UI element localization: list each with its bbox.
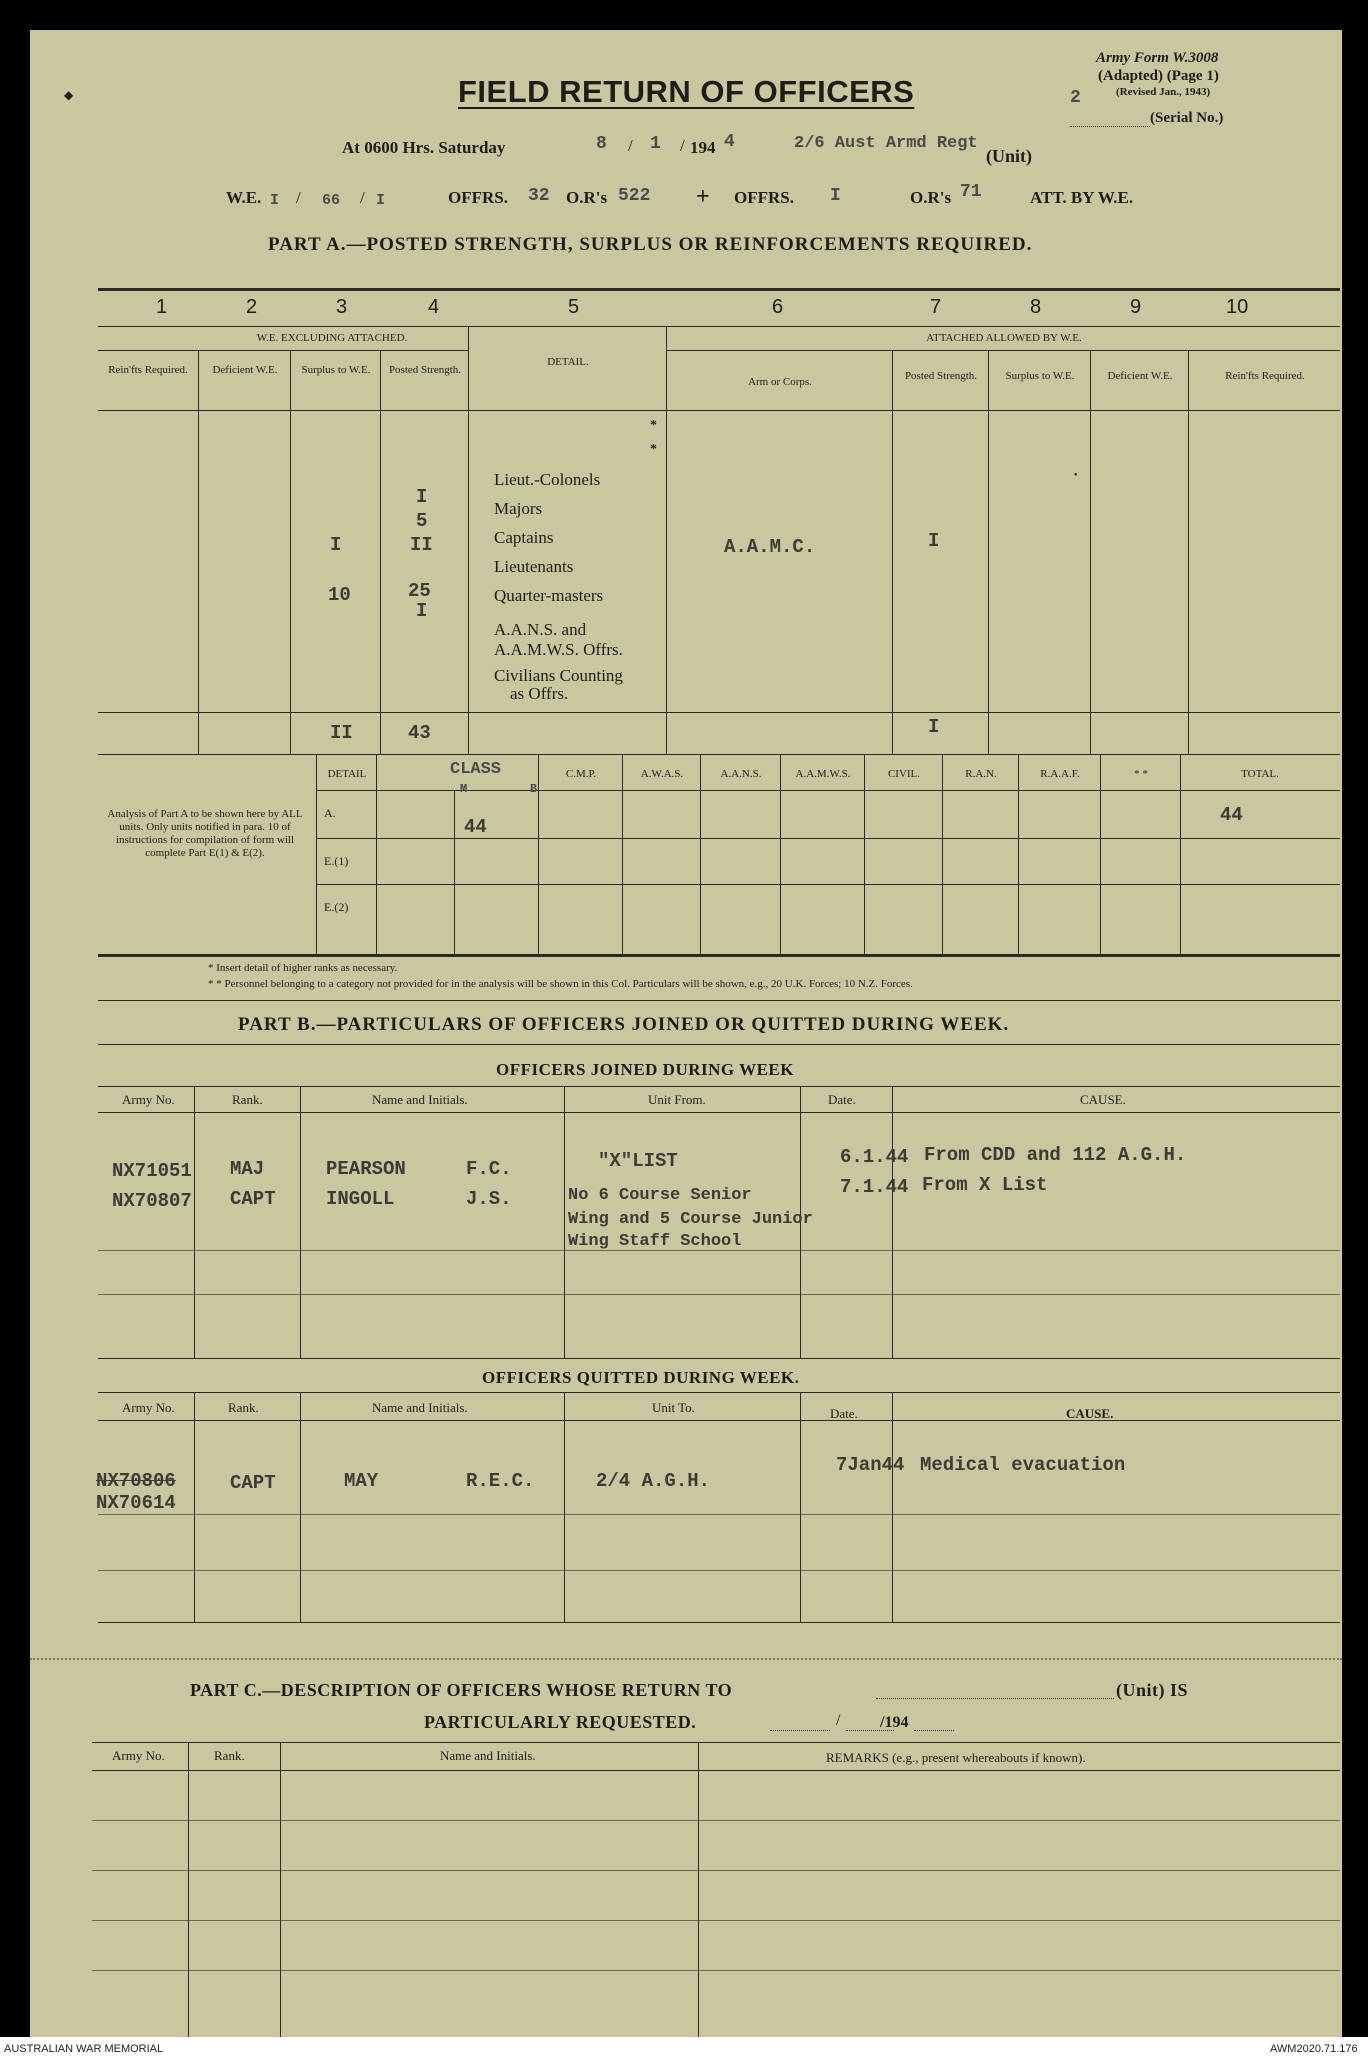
archive-footer [0,2037,1368,2061]
part-c-header-name: Name and Initials. [440,1748,536,1763]
part-c-header-army-no: Army No. [112,1748,165,1763]
col-header-rule [98,410,1340,411]
header-att-reinfts: Rein'fts Required. [1225,370,1305,382]
slash-2: / [680,136,685,155]
quitted-bottom-rule [98,1622,1340,1623]
rank-quarter-masters: Quarter-masters [494,586,604,605]
day-value: 8 [596,134,607,154]
form-number: Army Form W.3008 [1096,50,1219,66]
form-revised: (Revised Jan., 1943) [1116,86,1211,98]
slash-1: / [628,136,633,155]
offrs2-value: I [830,186,841,206]
analysis-left-line [316,754,317,954]
col-line-3 [380,350,381,754]
analysis-header-raaf: R.A.A.F. [1040,768,1080,780]
posted-majors: 5 [416,510,428,532]
part-c-unit-dots [876,1698,1114,1699]
class-sub-m: M [460,782,468,796]
analysis-header-ran: R.A.N. [965,768,997,780]
quitted-col-5 [892,1392,893,1622]
joined-2-cause: From X List [922,1174,1048,1196]
quitted-title: OFFICERS QUITTED DURING WEEK. [482,1368,800,1387]
joined-header-date: Date. [828,1092,856,1107]
totals-bottom-rule [98,754,1340,755]
att-label: ATT. BY W.E. [1030,188,1134,207]
rank-as-offrs: as Offrs. [510,684,569,703]
quitted-header-unit: Unit To. [652,1400,695,1415]
joined-2-unit-3: Wing Staff School [568,1232,742,1251]
analysis-header-aamws: A.A.M.W.S. [795,768,851,780]
part-a-title: PART A.—POSTED STRENGTH, SURPLUS OR REINFORCEMENTS REQUIRED. [268,234,1033,255]
analysis-bottom-rule [98,954,1340,957]
col-numbers-rule [98,326,1340,327]
footnote-1: * Insert detail of higher ranks as necessary. [208,962,398,974]
form-adapted: (Adapted) (Page 1) [1098,68,1219,84]
analysis-col-5 [780,754,781,954]
joined-1-unit: "X"LIST [598,1150,678,1172]
att-group-header: ATTACHED ALLOWED BY W.E. [926,332,1082,344]
part-c-slash: / [836,1712,841,1729]
joined-1-cause: From CDD and 112 A.G.H. [924,1144,1187,1166]
analysis-header-aans: A.A.N.S. [720,768,762,780]
quitted-header-name: Name and Initials. [372,1400,468,1415]
col-line-9 [1188,350,1189,754]
joined-col-3 [564,1086,565,1358]
we-value-1: I [270,192,280,209]
joined-2-date: 7.1.44 [840,1176,909,1198]
joined-1-initials: F.C. [466,1158,512,1180]
analysis-col-2 [538,754,539,954]
quitted-1-initials: R.E.C. [466,1470,535,1492]
joined-header-name: Name and Initials. [372,1092,468,1107]
joined-col-1 [194,1086,195,1358]
joined-1-name: PEARSON [326,1158,406,1180]
total-posted: 43 [408,722,431,744]
joined-bottom-rule [98,1358,1340,1359]
rank-aamws: A.A.M.W.S. Offrs. [494,640,623,659]
posted-ltcol: I [416,486,428,508]
quitted-1-cause: Medical evacuation [920,1454,1126,1476]
header-surplus: Surplus to W.E. [301,364,371,376]
col-line-6 [892,350,893,754]
part-c-row-rule-4 [92,1970,1340,1971]
joined-1-army-no: NX71051 [112,1160,192,1182]
joined-2-unit: No 6 Course Senior [568,1186,752,1205]
col-line-2 [290,350,291,754]
offrs-label: OFFRS. [448,188,508,207]
analysis-col-10 [1180,754,1181,954]
analysis-header-awas: A.W.A.S. [640,768,684,780]
part-c-col-1 [188,1742,189,2040]
footer-left: AUSTRALIAN WAR MEMORIAL [4,2043,164,2055]
part-c-col-2 [280,1742,281,2040]
serial-dots [1070,126,1150,127]
perforation-line [30,1658,1342,1660]
we-group-header: W.E. EXCLUDING ATTACHED. [256,332,408,344]
analysis-row-a-rule [316,838,1340,839]
att-group-rule [666,350,1340,351]
month-value: 1 [650,134,661,154]
quitted-header-rank: Rank. [228,1400,259,1415]
part-c-row-rule-2 [92,1870,1340,1871]
header-posted: Posted Strength. [388,364,462,376]
total-att-posted: I [928,716,940,738]
header-att-deficient: Deficient W.E. [1107,370,1173,382]
header-att-surplus: Surplus to W.E. [1005,370,1075,382]
joined-2-rank: CAPT [230,1188,276,1210]
footnote-2: * * Personnel belonging to a category not provided for in the analysis will be shown in this Col. Particulars will be shown, e.g., 20 U.K. Forces; 10 N.Z. Forces. [208,978,913,990]
quitted-col-2 [300,1392,301,1622]
analysis-header-detail: DETAIL [327,768,367,780]
col-line-8 [1090,350,1091,754]
col-line-1 [198,350,199,754]
punch-mark: ◆ [64,88,74,102]
quitted-header-date: Date. [830,1406,858,1421]
analysis-col-9 [1100,754,1101,954]
header-att-posted: Posted Strength. [904,370,978,382]
analysis-row-e2: E.(2) [324,900,349,914]
quitted-1-date: 7Jan44 [836,1454,905,1476]
quitted-col-4 [800,1392,801,1622]
analysis-col-3 [622,754,623,954]
part-c-title-2: PARTICULARLY REQUESTED. [424,1712,697,1732]
joined-header-army-no: Army No. [122,1092,175,1107]
analysis-row-a: A. [324,806,336,820]
quitted-col-3 [564,1392,565,1622]
joined-top-rule [98,1086,1340,1087]
analysis-col-1b [454,790,455,954]
part-c-date-dots-1 [770,1730,830,1731]
posted-captains: II [410,534,433,556]
col-line-5 [666,326,667,754]
att-posted-value: I [928,530,940,552]
part-c-title-1: PART C.—DESCRIPTION OF OFFICERS WHOSE RETURN TO [190,1680,733,1700]
analysis-header-cmp: C.M.P. [565,768,597,780]
ors2-value: 71 [960,182,982,202]
part-c-row-rule-3 [92,1920,1340,1921]
joined-2-name: INGOLL [326,1188,395,1210]
unit-value: 2/6 Aust Armd Regt [794,134,978,153]
header-arm-corps: Arm or Corps. [748,376,812,388]
quitted-header-rule [98,1420,1340,1421]
quitted-top-rule [98,1392,1340,1393]
analysis-header-rule [316,790,1340,791]
plus-sign: + [696,184,710,210]
rank-aans: A.A.N.S. and [494,620,587,639]
quitted-row-rule-2 [98,1570,1340,1571]
joined-1-date: 6.1.44 [840,1146,909,1168]
joined-1-rank: MAJ [230,1158,265,1180]
serial-value: 2 [1070,88,1081,108]
analysis-header-class: CLASS [450,760,502,779]
offrs2-label: OFFRS. [734,188,794,207]
quitted-1-army-no-struck: NX70806 [96,1470,176,1492]
rank-civilians: Civilians Counting [494,666,623,685]
arm-corps-value: A.A.M.C. [724,536,816,558]
total-surplus: II [330,722,353,744]
analysis-row-e1-rule [316,884,1340,885]
posted-qms: I [416,600,428,622]
quitted-1-rank: CAPT [230,1472,276,1494]
joined-row-rule-2 [98,1294,1340,1295]
joined-header-rank: Rank. [232,1092,263,1107]
ors-label: O.R's [566,188,608,207]
footer-right: AWM2020.71.176 [1270,2043,1358,2055]
year-prefix: 194 [690,138,716,157]
quitted-1-army-no: NX70614 [96,1492,176,1514]
totals-top-rule [98,712,1340,713]
analysis-a-class-value: 44 [464,816,487,838]
joined-2-initials: J.S. [466,1188,512,1210]
detail-star-2: * [650,442,657,457]
joined-header-rule [98,1112,1340,1113]
quitted-header-cause: CAUSE. [1066,1406,1114,1421]
we-slash-2: / [360,188,365,207]
we-label: W.E. [226,188,262,207]
joined-2-army-no: NX70807 [112,1190,192,1212]
analysis-note: Analysis of Part A to be shown here by ALL units. Only units notified in para. 10 of instructions for compilation of form will complete Part E(1) & E(2). [107,808,303,859]
rank-lieut-colonels: Lieut.-Colonels [494,470,601,489]
surplus-lieutenants: 10 [328,584,351,606]
page-title: FIELD RETURN OF OFFICERS [458,74,915,109]
analysis-header-civil: CIVIL. [887,768,921,780]
analysis-row-e1: E.(1) [324,854,349,868]
part-c-date-dots-3 [914,1730,954,1731]
part-b-title: PART B.—PARTICULARS OF OFFICERS JOINED OR QUITTED DURING WEEK. [238,1014,1010,1035]
rank-captains: Captains [494,528,554,547]
at-text: At 0600 Hrs. Saturday [342,138,506,157]
joined-col-5 [892,1086,893,1358]
class-sub-b: B [530,782,538,796]
joined-2-unit-2: Wing and 5 Course Junior [568,1210,813,1229]
analysis-col-1 [376,754,377,954]
analysis-a-total-value: 44 [1220,804,1243,826]
we-value-2: 66 [322,192,341,209]
header-deficient: Deficient W.E. [212,364,278,376]
part-c-header-remarks: REMARKS (e.g., present whereabouts if known). [826,1750,1086,1765]
ors2-label: O.R's [910,188,952,207]
we-slash-1: / [296,188,301,207]
part-c-header-rank: Rank. [214,1748,245,1763]
we-value-3: I [376,192,386,209]
header-reinfts: Rein'fts Required. [108,364,188,376]
year-digit: 4 [724,132,735,152]
analysis-header-other: * * [1134,768,1148,780]
analysis-col-6 [864,754,865,954]
analysis-col-8 [1018,754,1019,954]
rank-majors: Majors [494,499,543,518]
analysis-col-4 [700,754,701,954]
part-c-row-rule-1 [92,1820,1340,1821]
offrs-value: 32 [528,186,550,206]
quitted-row-rule-1 [98,1514,1340,1515]
surplus-captains: I [330,534,342,556]
speck-mark: • [1074,470,1078,481]
part-b-rule [98,1044,1340,1045]
joined-header-cause: CAUSE. [1080,1092,1126,1107]
posted-lieutenants: 25 [408,580,431,602]
part-c-col-3 [698,1742,699,2040]
part-c-year: /194 [880,1714,909,1731]
joined-title: OFFICERS JOINED DURING WEEK [496,1060,794,1079]
part-a-top-rule [98,288,1340,291]
rank-lieutenants: Lieutenants [494,557,574,576]
col-line-4 [468,326,469,754]
analysis-col-7 [942,754,943,954]
quitted-1-unit: 2/4 A.G.H. [596,1470,711,1492]
part-c-unit-is: (Unit) IS [1116,1680,1189,1700]
analysis-header-total: TOTAL. [1241,768,1279,780]
joined-col-2 [300,1086,301,1358]
unit-label: (Unit) [986,146,1032,166]
serial-label: (Serial No.) [1150,110,1224,126]
header-detail: DETAIL. [547,356,589,368]
footnote-rule [98,1000,1340,1001]
col-line-7 [988,350,989,754]
joined-header-unit: Unit From. [648,1092,706,1107]
quitted-header-army-no: Army No. [122,1400,175,1415]
quitted-1-name: MAY [344,1470,379,1492]
document-page: Army Form W.3008 (Adapted) (Page 1) (Revised Jan., 1943) 2 (Serial No.) ◆ FIELD RETURN OF OFFICERS At 0600 Hrs. Saturday 8 / 1 / 194 4 2/6 Aust Armd Regt (Unit) W.E. I / 66 / I OFFRS. 32 O.R's 522 + OFFRS. I O.R's 71 ATT. BY W.E. PART A.—POSTED STRENGTH, SURPLUS OR REINFORCEMENTS REQUIRED. 1 2 3 4 5 6 7 8 9 10 W.E. EXCLUDING ATTACHED. ATTACHED ALLOWED BY W.E. Rein'fts Required. Deficient W.E. Surplus to W.E. Posted Strength. DETAIL. Arm or Corps. Posted Strength. Surplus to W.E. Deficient W.E. Rein'fts Required. * * Lieut.-Colonels Majors Captains Lieutenants Quarter-masters A.A.N.S. and A.A.M.W.S. Offrs. Civilians Counting as Offrs. I 5 II 25 I I 10 A.A.M.C. I • II 43 I Analysis of Part A to be shown here by ALL units. Only units notified in para. 10 of instructions for compilation of form will complete Part E(1) & E(2). DETAIL CLASS M B C.M.P. A.W.A.S. A.A.N.S. A.A.M.W.S. CIVIL. R.A.N. R.A.A.F. * * TOTAL. A. E.(1) E.(2) 44 44 * Insert detail of higher ranks as necessary. * * Personnel belonging to a category not provided for in the analysis will be shown in this Col. Particulars will be shown, e.g., 20 U.K. Forces; 10 N.Z. Forces. PART B.—PARTICULARS OF OFFICERS JOINED OR QUITTED DURING WEEK. OFFICERS JOINED DURING WEEK Army No. Rank. Name and Initials. Unit From. Date. CAUSE. NX71051 MAJ PEARSON F.C. "X"LIST 6.1.44 From CDD and 112 A.G.H. NX70807 CAPT INGOLL J.S. No 6 Course Senior Wing and 5 Course Junior Wing Staff School 7.1.44 From X List OFFICERS QUITTED DURING WEEK. Army No. Rank. Name and Initials. Unit To. Date. CAUSE. NX70806 NX70614 CAPT MAY R.E.C. 2/4 A.G.H. 7Jan44 Medical evacuation PART C.—DESCRIPTION OF OFFICERS WHOSE RETURN TO (Unit) IS PARTICULARLY REQUESTED. / /194 Army No. Rank. Name and Initials. REMARKS (e.g., present whereabouts if known). [30,30,1342,2040]
we-group-rule [98,350,468,351]
ors-value: 522 [618,186,651,206]
quitted-col-1 [194,1392,195,1622]
detail-star-1: * [650,418,657,433]
